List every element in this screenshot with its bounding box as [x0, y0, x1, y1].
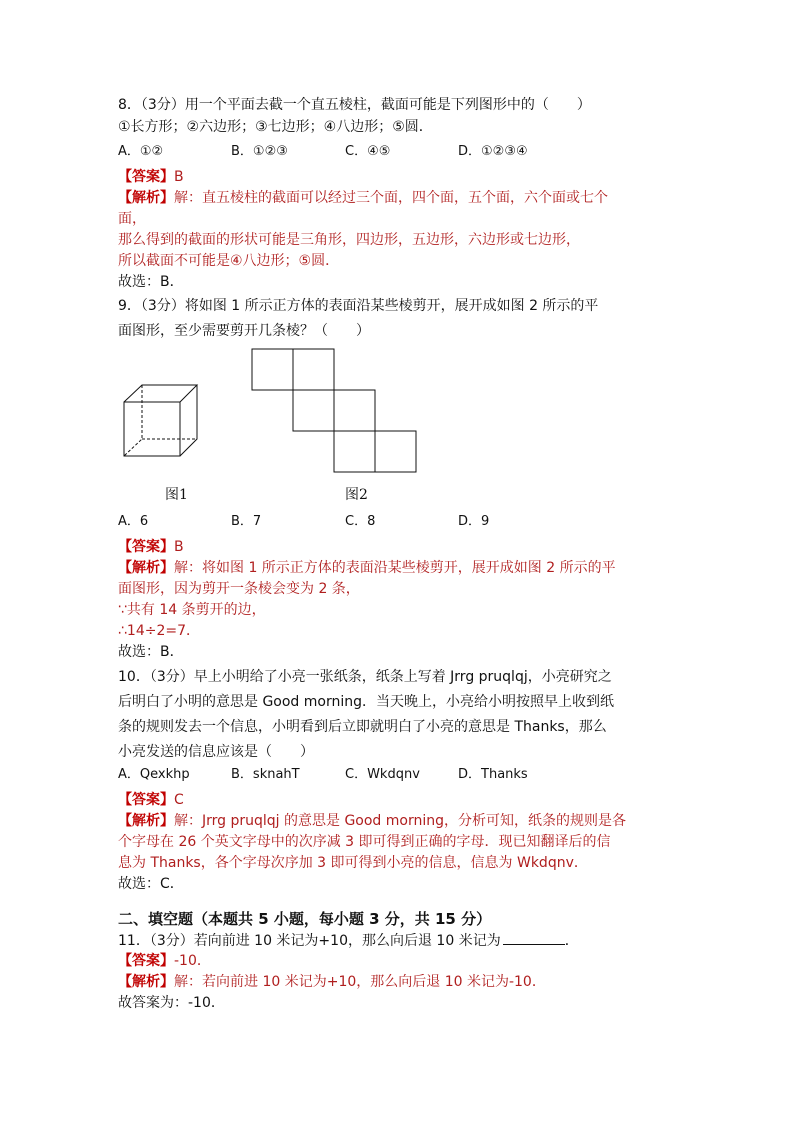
- answer-blank: [503, 930, 565, 945]
- q10-analysis-line-3: 息为 Thanks，各个字母次序加 3 即可得到小亮的信息，信息为 Wkdqnv．: [118, 855, 588, 871]
- analysis-tag: 【解析】: [118, 813, 174, 829]
- answer-tag: 【答案】: [118, 953, 174, 969]
- figure-2-caption: 图2: [345, 487, 368, 503]
- section-2-title: 二、填空题（本题共 5 小题，每小题 3 分，共 15 分）: [118, 910, 492, 928]
- answer-tag: 【答案】: [118, 169, 174, 185]
- analysis-text: 解：直五棱柱的截面可以经过三个面，四个面，五个面，六个面或七个: [174, 190, 608, 206]
- answer-tag: 【答案】: [118, 539, 174, 555]
- answer-value: -10．: [174, 953, 211, 969]
- q10-stem-line-2: 后明白了小明的意思是 Good morning．当天晚上，小亮给小明按照早上收到纸: [118, 694, 615, 710]
- q10-analysis-line-2: 个字母在 26 个英文字母中的次序减 3 即可得到正确的字母．现已知翻译后的信: [118, 834, 611, 850]
- q10-option-b: B．sknahT: [231, 767, 300, 782]
- q8-choose: 故选：B．: [118, 274, 184, 290]
- q9-analysis-line-2: 面图形，因为剪开一条棱会变为 2 条，: [118, 581, 360, 597]
- q9-stem-line-2: 面图形，至少需要剪开几条棱？（ ）: [118, 323, 370, 339]
- analysis-text: 解：将如图 1 所示正方体的表面沿某些棱剪开，展开成如图 2 所示的平: [174, 560, 616, 576]
- q10-stem-line-1: 10．（3分）早上小明给了小亮一张纸条，纸条上写着 Jrrg pruqlqj，小亮研究之: [118, 669, 612, 685]
- analysis-text: 解：Jrrg pruqlqj 的意思是 Good morning，分析可知，纸条的规则是各: [174, 813, 627, 829]
- answer-value: C: [174, 792, 184, 808]
- q10-option-d: D．Thanks: [458, 767, 528, 782]
- q11-stem: [118, 930, 579, 951]
- answer-tag: 【答案】: [118, 792, 174, 808]
- q9-analysis-line-4: ∴14÷2=7．: [118, 623, 200, 639]
- q10-answer: [118, 790, 184, 810]
- q9-option-c: C．8: [345, 514, 376, 529]
- q9-choose: 故选：B．: [118, 644, 184, 660]
- analysis-tag: 【解析】: [118, 974, 174, 990]
- q8-items: ①长方形；②六边形；③七边形；④八边形；⑤圆．: [118, 119, 433, 135]
- q11-conclusion: 故答案为：-10．: [118, 995, 225, 1011]
- q10-stem-line-4: 小亮发送的信息应该是（ ）: [118, 744, 314, 760]
- q8-analysis-line-2: 面，: [118, 211, 146, 227]
- q8-option-b: B．①②③: [231, 144, 288, 159]
- q8-option-a: A．①②: [118, 144, 164, 159]
- q10-option-c: C．Wkdqnv: [345, 767, 420, 782]
- answer-value: B: [174, 539, 184, 555]
- q10-stem-line-3: 条的规则发去一个信息，小明看到后立即就明白了小亮的意思是 Thanks，那么: [118, 719, 607, 735]
- q11-answer: [118, 951, 211, 971]
- q8-answer: [118, 167, 184, 187]
- q9-option-a: A．6: [118, 514, 149, 529]
- q9-stem-line-1: 9．（3分）将如图 1 所示正方体的表面沿某些棱剪开，展开成如图 2 所示的平: [118, 298, 599, 314]
- q9-analysis: [118, 558, 616, 578]
- answer-value: B: [174, 169, 184, 185]
- q10-option-a: A．Qexkhp: [118, 767, 190, 782]
- figure-1-caption: 图1: [165, 487, 188, 503]
- q11-stem-text: 11．（3分）若向前进 10 米记为+10，那么向后退 10 米记为: [118, 933, 501, 949]
- q11-stem-end: ．: [564, 933, 579, 949]
- q8-stem: 8．（3分）用一个平面去截一个直五棱柱，截面可能是下列图形中的（ ）: [118, 97, 591, 113]
- q8-option-d: D．①②③④: [458, 144, 528, 159]
- analysis-text: 解：若向前进 10 米记为+10，那么向后退 10 米记为-10．: [174, 974, 546, 990]
- q8-analysis-line-4: 所以截面不可能是④八边形；⑤圆．: [118, 253, 340, 269]
- q8-analysis: [118, 188, 608, 208]
- q9-option-d: D．9: [458, 514, 490, 529]
- q11-analysis: [118, 972, 546, 992]
- q8-analysis-line-3: 那么得到的截面的形状可能是三角形，四边形，五边形，六边形或七边形，: [118, 232, 580, 248]
- cube-figure: [120, 380, 202, 460]
- q9-analysis-line-3: ∵共有 14 条剪开的边，: [118, 602, 266, 618]
- q10-choose: 故选：C．: [118, 876, 184, 892]
- analysis-tag: 【解析】: [118, 560, 174, 576]
- q8-option-c: C．④⑤: [345, 144, 391, 159]
- q9-option-b: B．7: [231, 514, 262, 529]
- q9-answer: [118, 537, 184, 557]
- analysis-tag: 【解析】: [118, 190, 174, 206]
- q10-analysis: [118, 811, 626, 831]
- cube-net-figure: [250, 347, 422, 475]
